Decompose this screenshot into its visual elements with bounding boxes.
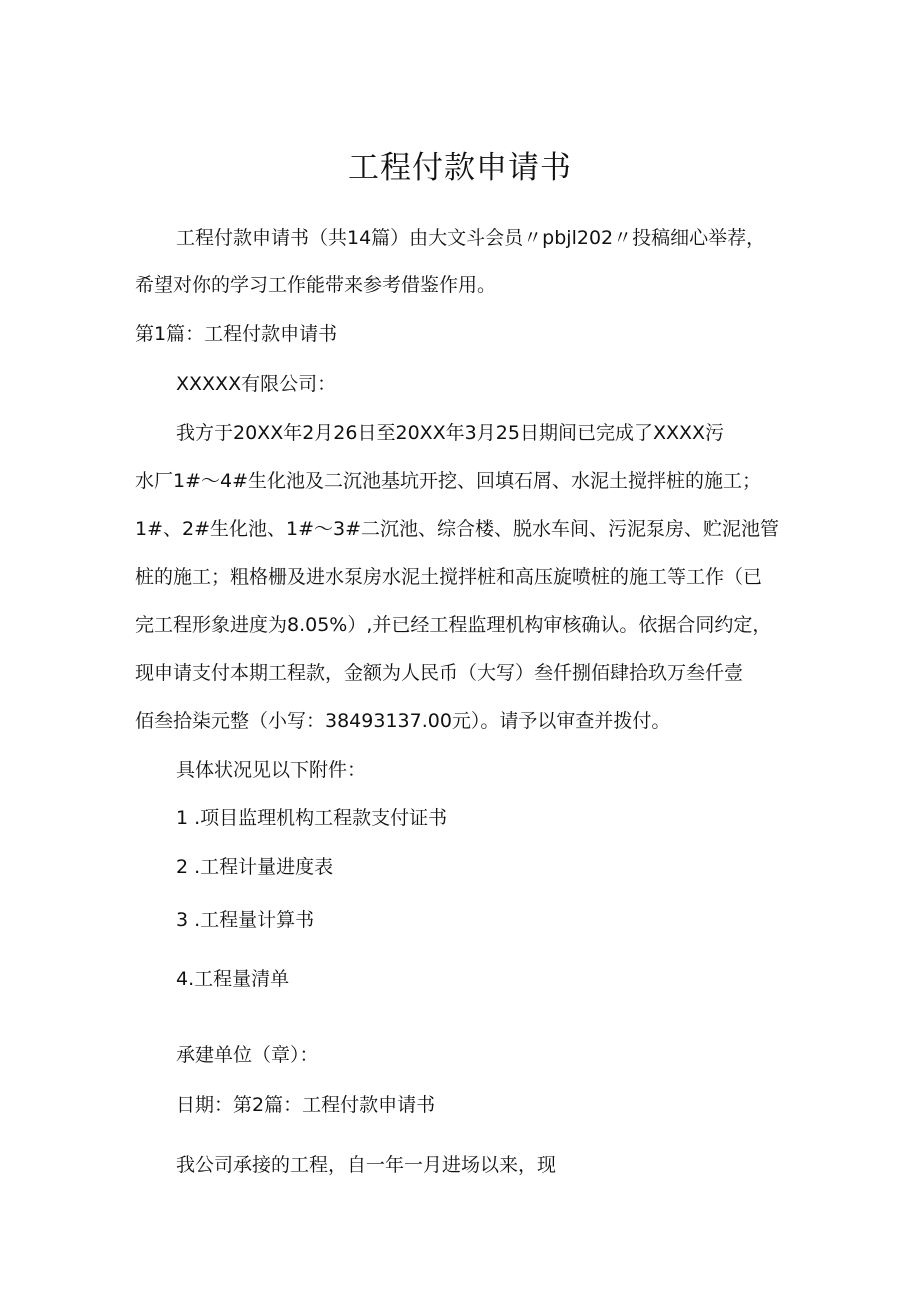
addressee: XXXXX有限公司：	[176, 373, 337, 395]
body-line-2: 水厂1#～4#生化池及二沉池基坑开挖、回填石屑、水泥土搅拌桩的施工；	[135, 470, 762, 492]
body-line-1: 我方于20XX年2月26日至20XX年3月25日期间已完成了XXXX污	[176, 422, 725, 444]
body-line-7: 佰叁拾柒元整（小写：38493137.00元）。请予以审查并拨付。	[135, 710, 671, 732]
section1-heading: 第1篇：工程付款申请书	[135, 323, 338, 345]
date-line: 日期：第2篇：工程付款申请书	[176, 1094, 436, 1116]
body-line-4: 桩的施工；粗格栅及进水泵房水泥土搅拌桩和高压旋喷桩的施工等工作（已	[135, 566, 763, 588]
section2-first-line: 我公司承接的工程，自一年一月进场以来，现	[176, 1154, 557, 1176]
attachment-item: 3 .工程量计算书	[176, 909, 315, 931]
attachment-item: 1 .项目监理机构工程款支付证书	[176, 807, 448, 829]
attachments-heading: 具体状况见以下附件：	[176, 759, 367, 781]
body-line-6: 现申请支付本期工程款，金额为人民币（大写）叁仟捌佰肆拾玖万叁仟壹	[135, 662, 744, 684]
document-title: 工程付款申请书	[348, 150, 572, 186]
intro-line-1: 工程付款申请书（共14篇）由大文斗会员〃pbjl202〃投稿细心举荐，	[176, 227, 766, 249]
body-line-5: 完工程形象进度为8.05%）,并已经工程监理机构审核确认。依据合同约定，	[135, 614, 772, 636]
intro-line-2: 希望对你的学习工作能带来参考借鉴作用。	[135, 274, 497, 296]
attachment-item: 4.工程量清单	[176, 968, 290, 990]
attachment-item: 2 .工程计量进度表	[176, 856, 334, 878]
body-line-3: 1#、2#生化池、1#～3#二沉池、综合楼、脱水车间、污泥泵房、贮泥池管	[135, 518, 780, 540]
contractor-label: 承建单位（章）：	[176, 1044, 319, 1066]
